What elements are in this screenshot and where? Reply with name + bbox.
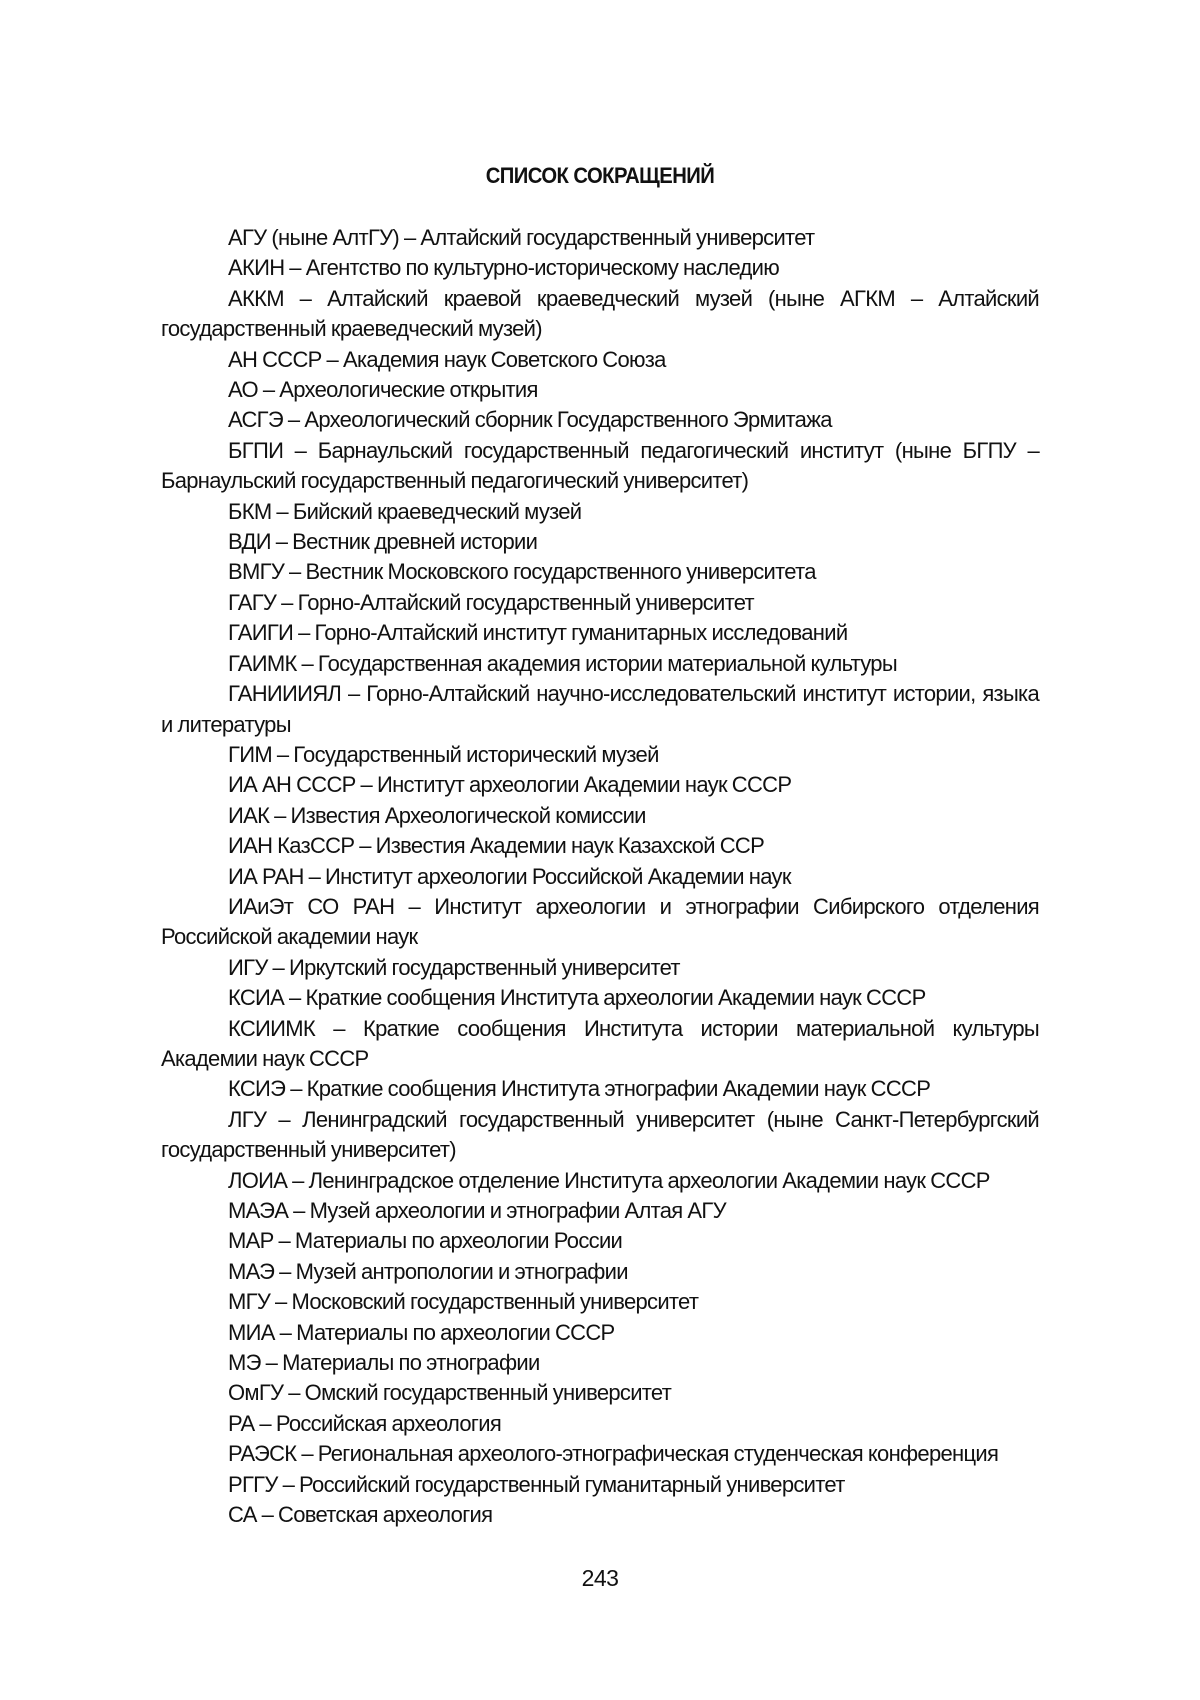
page-title: СПИСОК СОКРАЩЕНИЙ (485, 163, 715, 188)
abbreviation-entry: ГИМ – Государственный исторический музей (228, 741, 659, 767)
abbreviation-entry: БГПИ – Барнаульский государственный педагогический институт (ныне БГПУ – Барнаульский государственный педагогический университет) (161, 437, 1039, 494)
abbreviation-entry: ИА РАН – Институт археологии Российской Академии наук (228, 863, 791, 889)
abbreviation-entry: ГАГУ – Горно-Алтайский государственный университет (228, 589, 754, 615)
abbreviation-entry: АСГЭ – Археологический сборник Государственного Эрмитажа (228, 407, 832, 433)
abbreviation-entry: СА – Советская археология (228, 1502, 493, 1528)
abbreviation-entry: ИА АН СССР – Институт археологии Академии наук СССР (228, 772, 792, 798)
abbreviation-entry: ОмГУ – Омский государственный университет (228, 1380, 672, 1406)
abbreviation-entry: ИАК – Известия Археологической комиссии (228, 802, 646, 828)
abbreviation-entry: РГГУ – Российский государственный гуманитарный университет (228, 1471, 845, 1497)
abbreviation-entry: МЭ – Материалы по этнографии (228, 1350, 540, 1376)
abbreviation-entry: КСИА – Краткие сообщения Института археологии Академии наук СССР (228, 985, 926, 1011)
abbreviation-entry: МАЭА – Музей археологии и этнографии Алтая АГУ (228, 1198, 726, 1223)
abbreviation-entry: МАР – Материалы по археологии России (228, 1228, 623, 1254)
page-number: 243 (581, 1565, 619, 1591)
abbreviation-entry: АН СССР – Академия наук Советского Союза (228, 346, 666, 372)
abbreviation-entry: ВДИ – Вестник древней истории (228, 529, 538, 555)
abbreviation-entry: МАЭ – Музей антропологии и этнографии (228, 1258, 628, 1284)
abbreviation-entry: ИАиЭт СО РАН – Институт археологии и этнографии Сибирского отделения Российской академии наук (161, 893, 1039, 950)
abbreviation-entry: ЛГУ – Ленинградский государственный университет (ныне Санкт-Петербургский государственный университет) (161, 1106, 1039, 1163)
abbreviation-entry: ГАИГИ – Горно-Алтайский институт гуманитарных исследований (228, 620, 848, 646)
abbreviation-entry: ИАН КазССР – Известия Академии наук Казахской ССР (228, 833, 765, 859)
abbreviation-entry: МГУ – Московский государственный университет (228, 1289, 699, 1315)
abbreviation-entry: БКМ – Бийский краеведческий музей (228, 498, 582, 524)
abbreviation-entry: МИА – Материалы по археологии СССР (228, 1319, 615, 1345)
abbreviation-entry: ВМГУ – Вестник Московского государственного университета (228, 559, 816, 585)
abbreviation-list (161, 223, 1039, 1530)
abbreviation-entry: АКИН – Агентство по культурно-историческому наследию (228, 255, 780, 281)
abbreviation-entry: ГАНИИИЯЛ – Горно-Алтайский научно-исследовательский институт истории, языка и литературы (161, 681, 1039, 737)
abbreviation-entry: КСИЭ – Краткие сообщения Института этнографии Академии наук СССР (228, 1076, 931, 1102)
abbreviation-entry: АГУ (ныне АлтГУ) – Алтайский государственный университет (228, 225, 815, 250)
abbreviation-entry: КСИИМК – Краткие сообщения Института истории материальной культуры Академии наук СССР (161, 1015, 1039, 1071)
abbreviation-entry: РАЭСК – Региональная археолого-этнографическая студенческая конференция (228, 1441, 999, 1467)
abbreviation-entry: ГАИМК – Государственная академия истории материальной культуры (228, 650, 897, 676)
abbreviation-entry: РА – Российская археология (228, 1410, 502, 1436)
abbreviation-entry: АО – Археологические открытия (228, 377, 538, 403)
abbreviation-entry: АККМ – Алтайский краевой краеведческий музей (ныне АГКМ – Алтайский государственный краеведческий музей) (161, 285, 1039, 342)
abbreviation-entry: ИГУ – Иркутский государственный университет (228, 954, 680, 980)
abbreviation-entry: ЛОИА – Ленинградское отделение Института археологии Академии наук СССР (228, 1167, 990, 1193)
